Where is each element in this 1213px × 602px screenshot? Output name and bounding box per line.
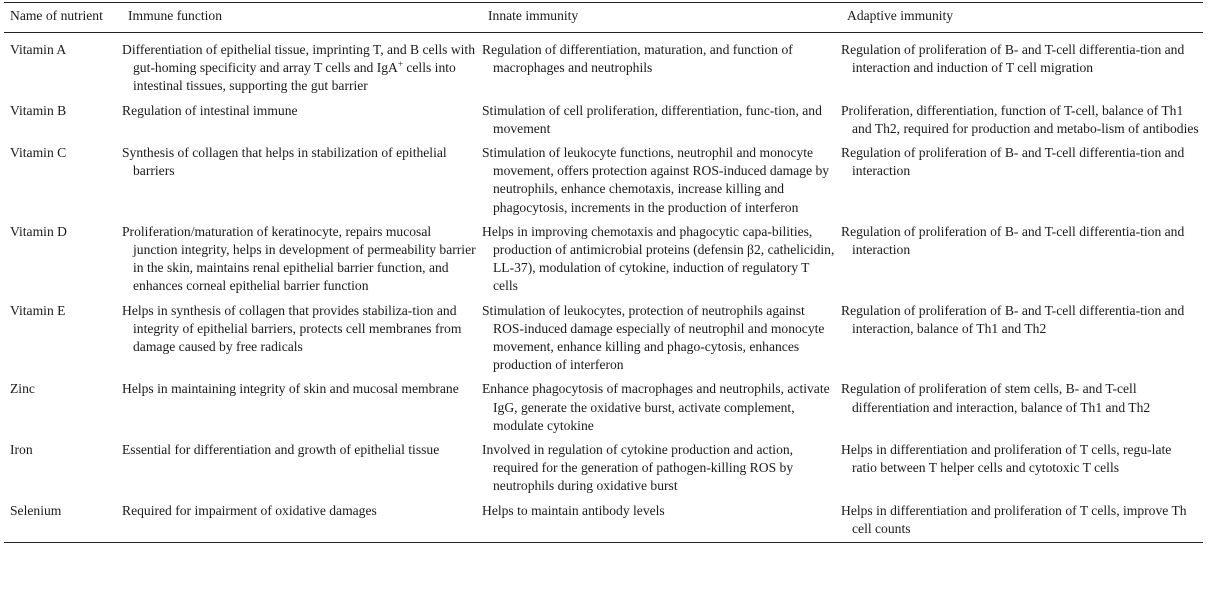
innate-immunity-cell: Helps to maintain antibody levels <box>482 502 665 518</box>
innate-immunity-cell: Stimulation of cell proliferation, differentiation, func-tion, and movement <box>482 102 822 136</box>
adaptive-immunity-cell: Regulation of proliferation of B- and T-cell differentia-tion and interaction <box>841 145 1185 179</box>
innate-immunity-cell: Helps in improving chemotaxis and phagocytic capa-bilities, production of antimicrobial proteins (defensin β2, cathelicidin, LL-37), modulation of cytokine, induction of regulatory T cells <box>482 223 835 294</box>
immune-function-cell: Helps in synthesis of collagen that provides stabiliza-tion and integrity of epithelial barriers, protects cell membranes from damage caused by free radicals <box>122 302 462 355</box>
adaptive-immunity-cell: Regulation of proliferation of stem cells, B- and T-cell differentiation and interaction, balance of Th1 and Th2 <box>841 381 1151 415</box>
nutrient-cell: Vitamin A <box>10 42 67 57</box>
header-innate-immunity: Innate immunity <box>488 8 579 23</box>
table-row <box>4 302 1203 381</box>
nutrient-cell: Zinc <box>10 381 35 397</box>
immune-function-cell: Regulation of intestinal immune <box>122 102 298 118</box>
immune-function-cell: Required for impairment of oxidative damages <box>122 502 377 518</box>
header-immune-function: Immune function <box>128 8 223 23</box>
innate-immunity-cell: Stimulation of leukocyte functions, neutrophil and monocyte movement, offers protection against ROS-induced damage by neutrophils, enhance chemotaxis, increase killing and phagocytosis, increments in the production of interferon <box>482 145 830 215</box>
immune-function-cell: Synthesis of collagen that helps in stabilization of epithelial barriers <box>122 145 447 179</box>
innate-immunity-cell: Involved in regulation of cytokine production and action, required for the generation of pathogen-killing ROS by neutrophils during oxidative burst <box>482 442 794 494</box>
table-row <box>4 502 1203 543</box>
table-row <box>4 144 1203 223</box>
nutrient-cell: Vitamin E <box>10 302 66 318</box>
adaptive-immunity-cell: Regulation of proliferation of B- and T-cell differentia-tion and interaction, balance of Th1 and Th2 <box>841 302 1185 336</box>
innate-immunity-cell: Regulation of differentiation, maturation, and function of macrophages and neutrophils <box>482 42 793 76</box>
table-row <box>4 441 1203 502</box>
nutrient-cell: Selenium <box>10 502 62 518</box>
innate-immunity-cell: Enhance phagocytosis of macrophages and neutrophils, activate IgG, generate the oxidative burst, activate complement, modulate cytokine <box>482 381 830 433</box>
adaptive-immunity-cell: Regulation of proliferation of B- and T-cell differentia-tion and interaction and induction of T cell migration <box>841 42 1185 76</box>
nutrient-cell: Vitamin D <box>10 223 67 239</box>
adaptive-immunity-cell: Helps in differentiation and proliferation of T cells, improve Th cell counts <box>841 502 1187 536</box>
superscript-plus: + <box>397 59 403 70</box>
immune-function-cell: Essential for differentiation and growth of epithelial tissue <box>122 442 440 458</box>
nutrient-cell: Vitamin C <box>10 145 67 161</box>
nutrient-immunity-table <box>4 2 1203 543</box>
immune-function-cell <box>122 33 482 102</box>
immune-function-cell: Proliferation/maturation of keratinocyte, repairs mucosal junction integrity, helps in development of permeability barrier in the skin, maintains renal epithelial barrier function, and enhances corneal epithelial barrier function <box>122 223 476 294</box>
table-row <box>4 380 1203 441</box>
table-header <box>4 3 1203 33</box>
table-row <box>4 33 1203 102</box>
immune-function-cell: Helps in maintaining integrity of skin and mucosal membrane <box>122 381 459 397</box>
innate-immunity-cell: Stimulation of leukocytes, protection of neutrophils against ROS-induced damage especially of neutrophil and monocyte movement, enhance killing and phago-cytosis, enhances production of interferon <box>482 302 825 373</box>
table-row <box>4 102 1203 144</box>
adaptive-immunity-cell: Regulation of proliferation of B- and T-cell differentia-tion and interaction <box>841 223 1185 258</box>
nutrient-cell: Iron <box>10 442 33 458</box>
nutrient-cell: Vitamin B <box>10 102 67 118</box>
adaptive-immunity-cell: Helps in differentiation and proliferation of T cells, regu-late ratio between T helper cells and cytotoxic T cells <box>841 442 1172 476</box>
header-adaptive-immunity: Adaptive immunity <box>847 8 954 23</box>
header-name-of-nutrient: Name of nutrient <box>10 8 103 23</box>
adaptive-immunity-cell: Proliferation, differentiation, function of T-cell, balance of Th1 and Th2, required for production and metabo-lism of antibodies <box>841 102 1199 136</box>
header-row <box>4 3 1203 33</box>
table-row <box>4 223 1203 302</box>
table-body <box>4 33 1203 543</box>
immune-text-part: Differentiation of epithelial tissue, imprinting T, and B cells with gut-homing specificity and array T cells and IgA <box>122 42 475 76</box>
immune-text-part: cells into intestinal tissues, supporting the gut barrier <box>133 60 456 94</box>
